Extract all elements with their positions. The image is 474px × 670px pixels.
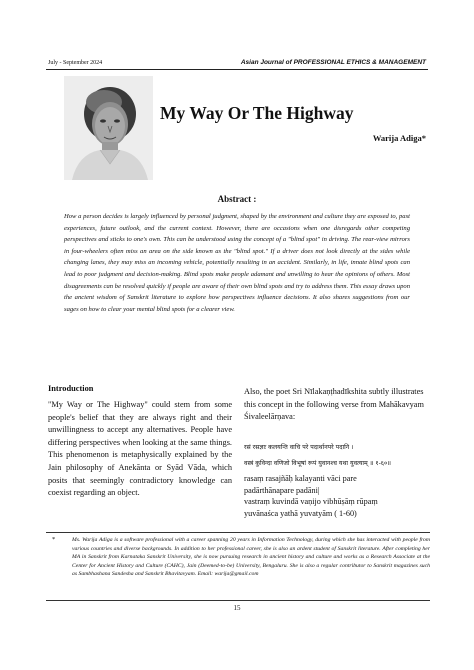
abstract-text: How a person decides is largely influenced by personal judgment, shaped by the environment and culture they are exposed to, past experiences, future outlook, and the current context. However, there are occasions when one disregards other competing perspectives and sticks to one's own. This can be understood using the concept of a "blind spot" in driving. The rear-view mirrors in four-wheelers often miss an area on the side known as the "blind spot." If a driver does not look directly at the sides while changing lanes, they may miss an incoming vehicle, potentially resulting in an accident. Similarly, in life, innate blind spots can lead to poor judgment and decision-making. Blind spots make people adamant and unwilling to hear the opinions of others. Most disagreements can be resolved quickly if people are aware of their own blind spots and try to address them. This essay draws upon the ancient wisdom of Sanskrit literature to explore how perspectives influence decisions. It also shares suggestions from our sages on how to clear your mental blind spots for a clearer view. — [64, 213, 410, 313]
author-portrait-image — [64, 76, 153, 180]
introduction-right-column: Also, the poet Sri Nīlakaṇṭhadīkshita subtly illustrates this concept in the following verse from Mahākavyam Śivaleelārṇava: — [244, 387, 424, 422]
issue-date: July - September 2024 — [48, 60, 103, 66]
sanskrit-verse-line-2: वस्त्रं कुविन्दा वणिजो विभूषां रूपं युवानश्च यथा युवत्याम् ॥ १-६०॥ — [244, 460, 391, 467]
author-footnote: Ms. Warija Adiga is a software professional with a career spanning 20 years in Information Technology, during which she has interacted with people from various countries and diverse backgrounds. In addition to her professional career, she is also an ardent student of Sanskrit literature. After completing her MA in Sanskrit from Karnataka Sanskrit University, she is now pursuing research in ancient history and culture and works as a Research Associate at the Center for Ancient History and Culture (CAHC), Jain (Deemed-to-be) University, Bengaluru. She is also a regular contributor to Sanskrit magazines such as Sambhashana Sandesha and Sanskrit Bhavitavyam. Email: warija@gmail.com — [72, 537, 430, 578]
introduction-heading: Introduction — [48, 384, 94, 393]
abstract-heading: Abstract : — [217, 194, 257, 204]
introduction-left-column: "My Way or The Highway" could stem from some people's belief that they are always right and their unwillingness to accept any alternatives. People have differing perspectives when looking at the same things. This phenomenon is metaphysically explained by the Jain philosophy of Anekānta or Syād Vāda, which posits that seemingly contradictory knowledge can coexist regarding an object. — [48, 400, 232, 498]
footnote-divider — [46, 532, 430, 533]
author-photo — [64, 76, 153, 180]
transliteration-line-4: yuvānaśca yathā yuvatyām ( 1-60) — [244, 508, 357, 518]
footnote-marker: * — [52, 536, 56, 543]
journal-name: Asian Journal of PROFESSIONAL ETHICS & MANAGEMENT — [240, 59, 426, 66]
footer-divider — [46, 600, 430, 601]
header-divider — [46, 69, 428, 70]
article-author: Warija Adiga* — [372, 133, 426, 143]
page-number: 15 — [233, 604, 241, 612]
verse-transliteration — [244, 473, 430, 519]
transliteration-line-2: padārthānapare padāni| — [244, 485, 320, 495]
transliteration-line-1: rasaṃ rasajñāḥ kalayanti vāci pare — [244, 474, 357, 483]
article-title: My Way Or The Highway — [160, 103, 354, 123]
sanskrit-verse-line-1: रसं रसज्ञाः कलयन्ति वाचि परे पदार्थानपरे पदानि । — [244, 444, 354, 451]
transliteration-line-3: vastraṃ kuvindā vaṇijo vibhūṣāṃ rūpaṃ — [244, 497, 378, 507]
